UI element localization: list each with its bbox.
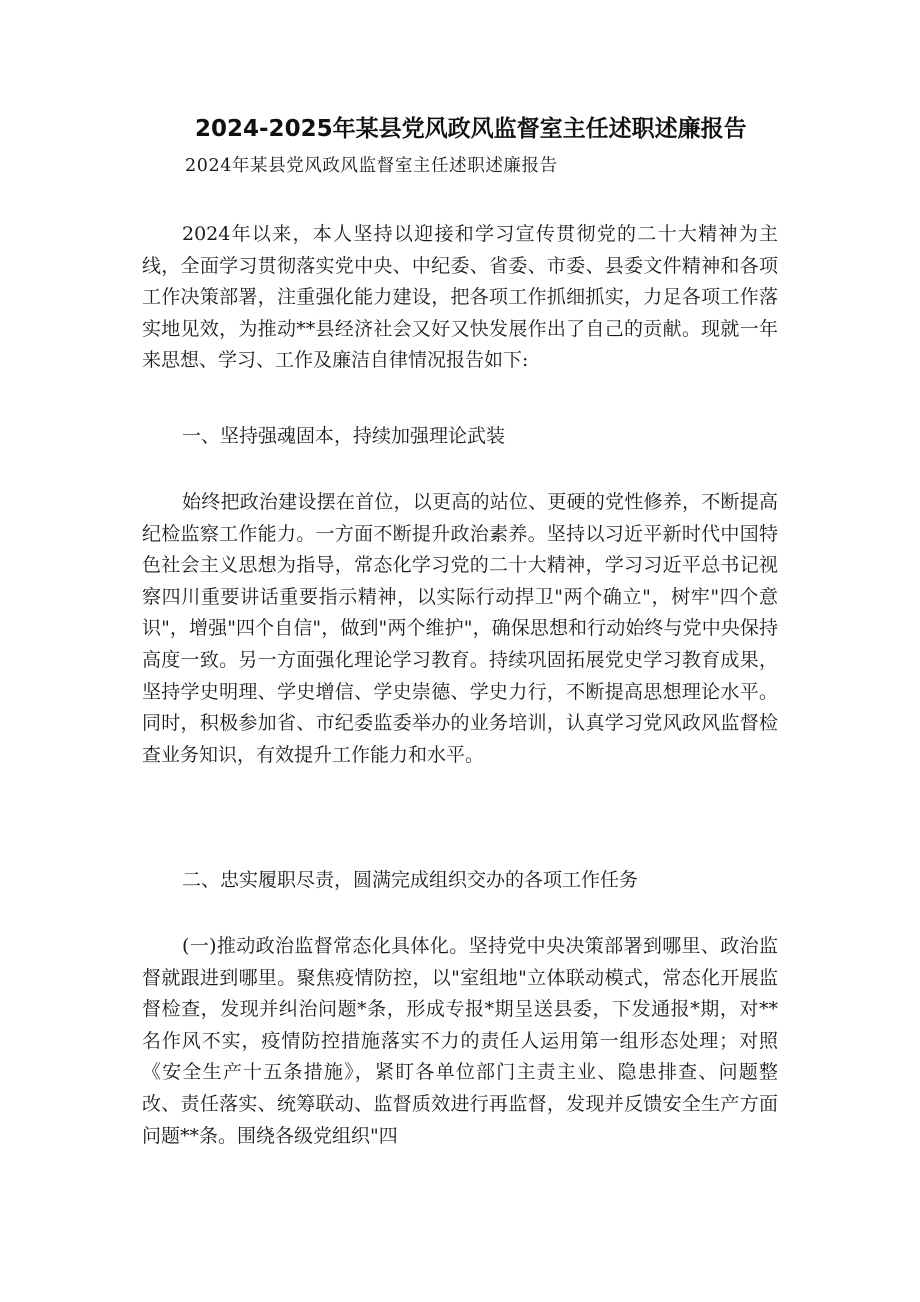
- section-two-heading: 二、忠实履职尽责，圆满完成组织交办的各项工作任务: [182, 869, 639, 891]
- intro-paragraph: 2024年以来，本人坚持以迎接和学习宣传贯彻党的二十大精神为主线，全面学习贯彻落实党中央、中纪委、省委、市委、县委文件精神和各项工作决策部署，注重强化能力建设，把各项工作抓细抓实，力足各项工作落实地见效，为推动**县经济社会又好又快发展作出了自己的贡献。现就一年来思想、学习、工作及廉洁自律情况报告如下:: [142, 223, 778, 372]
- document-subtitle: 2024年某县党风政风监督室主任述职述廉报告: [185, 156, 558, 176]
- section-two-paragraph: (一)推动政治监督常态化具体化。坚持党中央决策部署到哪里、政治监督就跟进到哪里。聚焦疫情防控，以"室组地"立体联动模式，常态化开展监督检查，发现并纠治问题*条，形成专报*期呈送县委，下发通报*期，对**名作风不实，疫情防控措施落实不力的责任人运用第一组形态处理；对照《安全生产十五条措施》，紧盯各单位部门主责主业、隐患排查、问题整改、责任落实、统筹联动、监督质效进行再监督，发现并反馈安全生产方面问题**条。围绕各级党组织"四: [142, 935, 778, 1147]
- section-one-paragraph: 始终把政治建设摆在首位，以更高的站位、更硬的党性修养，不断提高纪检监察工作能力。一方面不断提升政治素养。坚持以习近平新时代中国特色社会主义思想为指导，常态化学习党的二十大精神，学习习近平总书记视察四川重要讲话重要指示精神，以实际行动捍卫"两个确立"，树牢"四个意识"，增强"四个自信"，做到"两个维护"，确保思想和行动始终与党中央保持高度一致。另一方面强化理论学习教育。持续巩固拓展党史学习教育成果，坚持学史明理、学史增信、学史崇德、学史力行，不断提高思想理论水平。同时，积极参加省、市纪委监委举办的业务培训，认真学习党风政风监督检查业务知识，有效提升工作能力和水平。: [142, 491, 778, 766]
- section-one-heading: 一、坚持强魂固本，持续加强理论武装: [182, 425, 506, 447]
- document-title: 2024-2025年某县党风政风监督室主任述职述廉报告: [195, 116, 747, 142]
